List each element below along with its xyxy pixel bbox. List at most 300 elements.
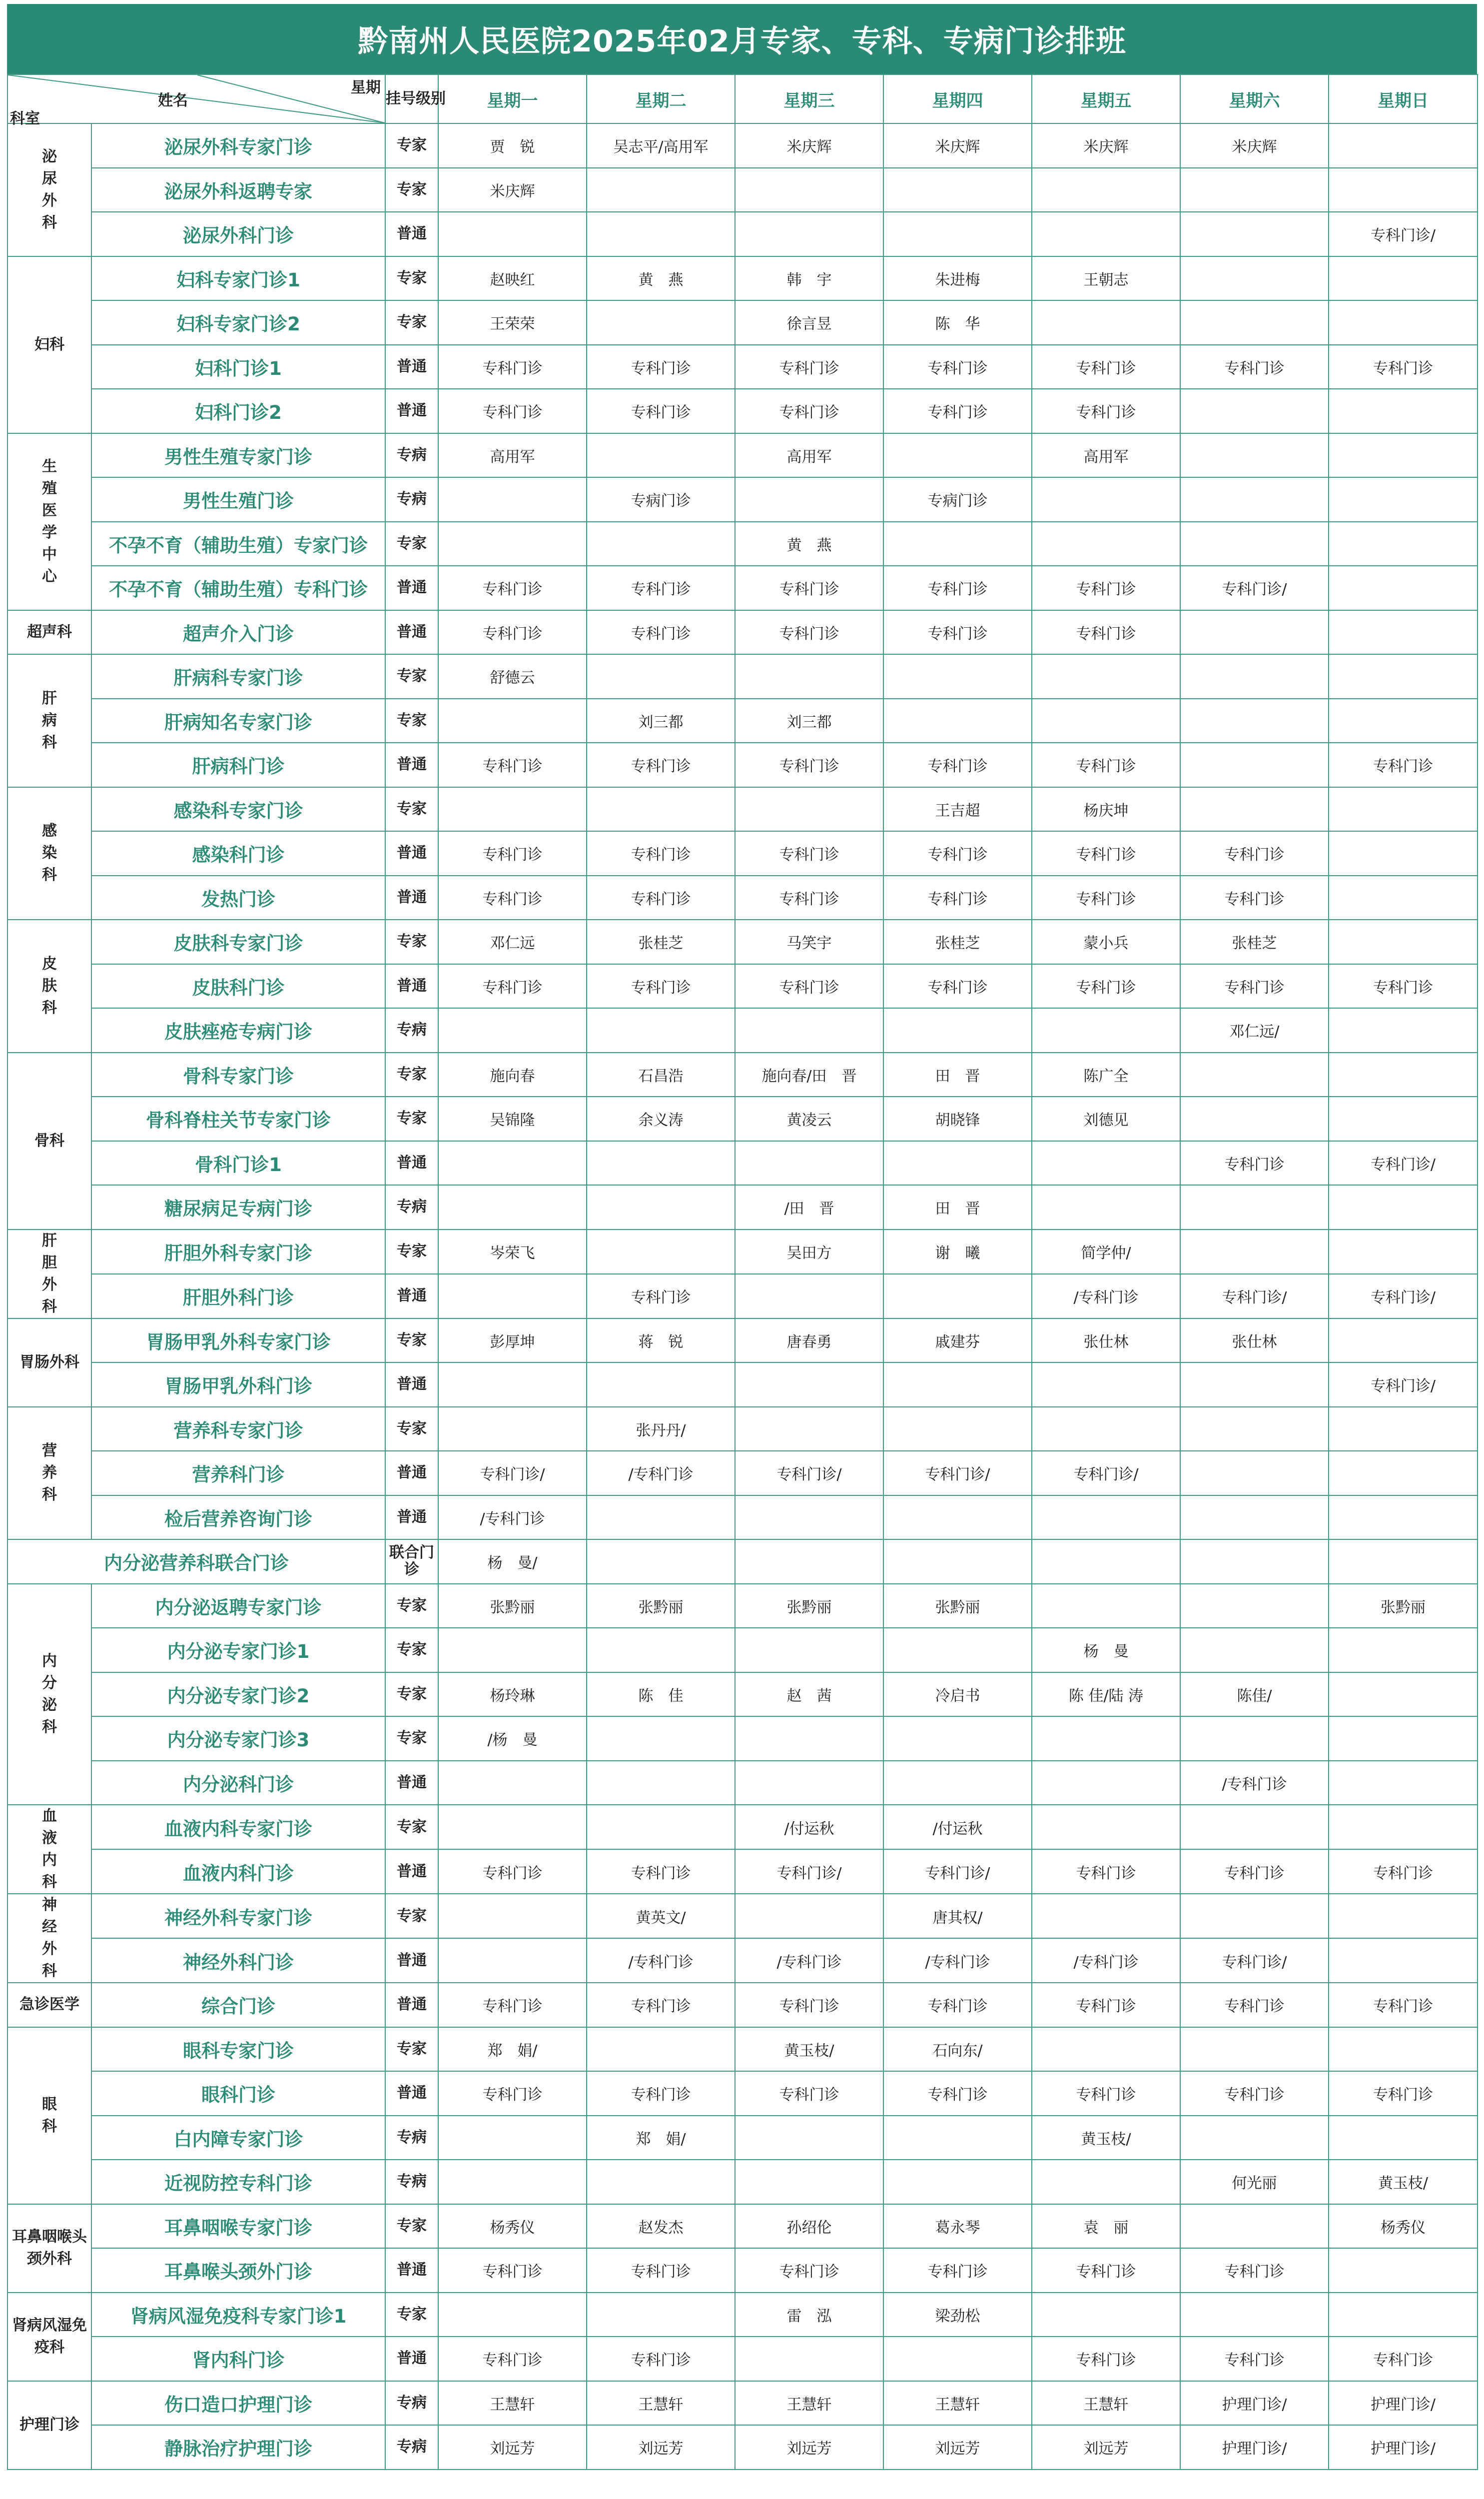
schedule-cell: 梁劲松	[883, 2293, 1032, 2337]
schedule-cell	[1329, 654, 1478, 699]
registration-level: 普通	[385, 566, 438, 610]
schedule-cell	[587, 212, 735, 256]
schedule-cell	[587, 2160, 735, 2204]
schedule-cell	[438, 1761, 587, 1805]
schedule-cell	[735, 1495, 883, 1540]
schedule-cell: 张黔丽	[438, 1584, 587, 1628]
clinic-name: 感染科专家门诊	[91, 787, 385, 832]
clinic-name: 男性生殖门诊	[91, 477, 385, 522]
schedule-cell: /田 晋	[735, 1185, 883, 1230]
schedule-cell: 专科门诊	[587, 1849, 735, 1894]
schedule-cell: 赵发杰	[587, 2204, 735, 2249]
schedule-cell: 高用军	[1032, 433, 1180, 478]
department-name: 皮肤科	[7, 920, 91, 1053]
schedule-cell	[438, 2116, 587, 2160]
department-name: 耳鼻咽喉头颈外科	[7, 2204, 91, 2293]
registration-level: 专家	[385, 654, 438, 699]
schedule-cell: 王慧轩	[1032, 2381, 1180, 2426]
schedule-cell: 黄英文/	[587, 1894, 735, 1938]
schedule-cell: /付运秋	[735, 1805, 883, 1849]
department-name: 泌尿外科	[7, 123, 91, 256]
registration-level: 专家	[385, 1584, 438, 1628]
schedule-cell: 专科门诊	[587, 876, 735, 920]
schedule-cell	[1180, 1053, 1329, 1097]
clinic-name: 皮肤科门诊	[91, 964, 385, 1009]
day-header-wed: 星期三	[735, 74, 883, 123]
schedule-cell: 专科门诊	[1329, 2071, 1478, 2116]
schedule-cell	[587, 787, 735, 832]
schedule-cell: 舒德云	[438, 654, 587, 699]
schedule-cell	[883, 699, 1032, 743]
schedule-row	[7, 2116, 1478, 2160]
schedule-row	[7, 1407, 1478, 1451]
schedule-cell	[1329, 1318, 1478, 1363]
registration-level: 联合门诊	[385, 1539, 438, 1584]
registration-level: 专家	[385, 1716, 438, 1761]
schedule-cell	[1180, 1495, 1329, 1540]
schedule-cell	[438, 522, 587, 566]
schedule-cell: 专科门诊	[438, 743, 587, 787]
registration-level: 普通	[385, 831, 438, 876]
schedule-cell: 专科门诊	[438, 610, 587, 655]
schedule-cell: 专科门诊	[587, 743, 735, 787]
schedule-cell: 专科门诊	[587, 2337, 735, 2381]
schedule-cell	[438, 1362, 587, 1407]
department-name: 肝胆外科	[7, 1230, 91, 1318]
schedule-cell: 专科门诊	[438, 2248, 587, 2293]
schedule-cell	[1032, 2293, 1180, 2337]
schedule-cell: 专科门诊	[883, 566, 1032, 610]
schedule-cell: 杨秀仪	[1329, 2204, 1478, 2249]
schedule-cell	[735, 787, 883, 832]
schedule-cell: 专科门诊	[1180, 1141, 1329, 1186]
schedule-cell: 石昌浩	[587, 1053, 735, 1097]
schedule-cell: 张桂芝	[883, 920, 1032, 964]
schedule-cell	[735, 168, 883, 212]
registration-level: 普通	[385, 876, 438, 920]
schedule-row	[7, 212, 1478, 256]
schedule-cell	[883, 1407, 1032, 1451]
schedule-cell	[1180, 1407, 1329, 1451]
schedule-cell	[883, 2160, 1032, 2204]
schedule-cell	[735, 477, 883, 522]
schedule-cell: 专科门诊	[438, 345, 587, 389]
schedule-cell: 专科门诊	[883, 876, 1032, 920]
schedule-cell: 黄 燕	[587, 256, 735, 301]
schedule-cell	[438, 1805, 587, 1849]
schedule-cell	[1032, 654, 1180, 699]
schedule-cell: 赵映红	[438, 256, 587, 301]
schedule-cell: /付运秋	[883, 1805, 1032, 1849]
schedule-cell	[1329, 522, 1478, 566]
schedule-cell: 专科门诊/	[1329, 1141, 1478, 1186]
schedule-cell: 米庆辉	[883, 123, 1032, 168]
schedule-row	[7, 1141, 1478, 1186]
schedule-cell: 王荣荣	[438, 300, 587, 345]
department-name: 内分泌科	[7, 1584, 91, 1805]
schedule-cell	[1180, 699, 1329, 743]
schedule-cell	[1032, 1716, 1180, 1761]
registration-level: 普通	[385, 1849, 438, 1894]
schedule-cell	[1032, 522, 1180, 566]
schedule-cell	[587, 1008, 735, 1053]
day-header-thu: 星期四	[883, 74, 1032, 123]
schedule-cell: 邓仁远/	[1180, 1008, 1329, 1053]
registration-level: 专家	[385, 256, 438, 301]
schedule-row	[7, 2337, 1478, 2381]
schedule-cell: 袁 丽	[1032, 2204, 1180, 2249]
registration-level: 专病	[385, 2116, 438, 2160]
clinic-name: 检后营养咨询门诊	[91, 1495, 385, 1540]
schedule-cell	[438, 1185, 587, 1230]
schedule-row	[7, 1716, 1478, 1761]
schedule-cell	[587, 1805, 735, 1849]
schedule-cell	[883, 1761, 1032, 1805]
schedule-cell	[883, 1716, 1032, 1761]
schedule-cell: 专科门诊	[883, 610, 1032, 655]
schedule-cell: 陈广全	[1032, 1053, 1180, 1097]
department-name: 营养科	[7, 1407, 91, 1540]
clinic-name: 皮肤痤疮专病门诊	[91, 1008, 385, 1053]
schedule-cell: 专科门诊/	[1180, 1274, 1329, 1318]
schedule-row	[7, 300, 1478, 345]
schedule-cell	[735, 1716, 883, 1761]
schedule-cell	[1329, 1230, 1478, 1274]
schedule-cell: 杨 曼/	[438, 1539, 587, 1584]
schedule-cell	[735, 2160, 883, 2204]
schedule-cell: 杨庆坤	[1032, 787, 1180, 832]
schedule-cell: 王慧轩	[735, 2381, 883, 2426]
registration-level: 专家	[385, 1672, 438, 1717]
department-name: 肾病风湿免疫科	[7, 2293, 91, 2381]
schedule-cell: 岑荣飞	[438, 1230, 587, 1274]
schedule-cell: 米庆辉	[1180, 123, 1329, 168]
schedule-cell	[1329, 787, 1478, 832]
schedule-cell	[1032, 1805, 1180, 1849]
schedule-cell: 王慧轩	[883, 2381, 1032, 2426]
schedule-cell	[1180, 256, 1329, 301]
registration-level: 专家	[385, 787, 438, 832]
clinic-name: 伤口造口护理门诊	[91, 2381, 385, 2426]
schedule-cell	[1032, 212, 1180, 256]
schedule-cell: 专科门诊/	[1329, 212, 1478, 256]
schedule-cell	[438, 1894, 587, 1938]
schedule-cell: 专科门诊	[438, 566, 587, 610]
schedule-cell	[735, 1407, 883, 1451]
schedule-cell	[1329, 566, 1478, 610]
registration-level: 专病	[385, 1008, 438, 1053]
schedule-cell: 蒋 锐	[587, 1318, 735, 1363]
schedule-cell: 护理门诊/	[1329, 2425, 1478, 2470]
schedule-cell	[1329, 1761, 1478, 1805]
schedule-cell	[1180, 2204, 1329, 2249]
schedule-cell	[1329, 1185, 1478, 1230]
schedule-cell: 朱进梅	[883, 256, 1032, 301]
schedule-cell	[438, 787, 587, 832]
schedule-cell	[438, 477, 587, 522]
schedule-cell: 专科门诊	[587, 2071, 735, 2116]
schedule-row	[7, 1894, 1478, 1938]
schedule-cell: 专科门诊	[735, 831, 883, 876]
clinic-name: 泌尿外科专家门诊	[91, 123, 385, 168]
schedule-cell	[587, 522, 735, 566]
schedule-row	[7, 699, 1478, 743]
schedule-cell	[1032, 1008, 1180, 1053]
clinic-name: 肾病风湿免疫科专家门诊1	[91, 2293, 385, 2337]
schedule-cell: 专科门诊	[1180, 1983, 1329, 2027]
clinic-name: 肝病知名专家门诊	[91, 699, 385, 743]
schedule-cell: 马笑宇	[735, 920, 883, 964]
schedule-cell: 专科门诊	[883, 2071, 1032, 2116]
schedule-cell: 陈佳/	[1180, 1672, 1329, 1717]
schedule-cell: 专科门诊/	[735, 1849, 883, 1894]
schedule-cell	[1180, 1894, 1329, 1938]
schedule-cell	[1032, 1539, 1180, 1584]
schedule-cell: 专科门诊	[1032, 610, 1180, 655]
schedule-cell: 专科门诊	[1329, 1849, 1478, 1894]
registration-level: 普通	[385, 345, 438, 389]
schedule-cell: 简学仲/	[1032, 1230, 1180, 1274]
schedule-cell: 专科门诊	[735, 876, 883, 920]
schedule-cell: 专科门诊	[1032, 876, 1180, 920]
registration-level: 普通	[385, 964, 438, 1009]
schedule-row	[7, 1849, 1478, 1894]
schedule-cell: 邓仁远	[438, 920, 587, 964]
schedule-cell: 黄玉枝/	[735, 2027, 883, 2072]
registration-level: 专家	[385, 2293, 438, 2337]
schedule-cell	[735, 1141, 883, 1186]
schedule-cell: 专科门诊/	[883, 1451, 1032, 1495]
registration-level: 专家	[385, 1318, 438, 1363]
schedule-cell: 杨秀仪	[438, 2204, 587, 2249]
schedule-cell: 黄玉枝/	[1032, 2116, 1180, 2160]
department-name: 感染科	[7, 787, 91, 920]
schedule-cell	[1329, 256, 1478, 301]
schedule-cell: 吴田方	[735, 1230, 883, 1274]
schedule-cell: 高用军	[438, 433, 587, 478]
schedule-cell: 专科门诊	[438, 2071, 587, 2116]
schedule-cell: 专科门诊	[1032, 2071, 1180, 2116]
registration-level: 普通	[385, 212, 438, 256]
schedule-cell	[883, 522, 1032, 566]
schedule-cell	[1032, 1894, 1180, 1938]
schedule-cell: 专科门诊	[587, 1274, 735, 1318]
schedule-cell: 彭厚坤	[438, 1318, 587, 1363]
schedule-cell: 专科门诊	[735, 743, 883, 787]
registration-level: 普通	[385, 743, 438, 787]
schedule-cell: 余义涛	[587, 1097, 735, 1141]
schedule-row	[7, 743, 1478, 787]
schedule-row	[7, 2071, 1478, 2116]
schedule-cell	[883, 654, 1032, 699]
schedule-row	[7, 1938, 1478, 1983]
schedule-cell: 米庆辉	[438, 168, 587, 212]
clinic-name: 肾内科门诊	[91, 2337, 385, 2381]
schedule-cell: 张桂芝	[1180, 920, 1329, 964]
clinic-name: 神经外科门诊	[91, 1938, 385, 1983]
schedule-cell	[883, 168, 1032, 212]
schedule-cell	[735, 654, 883, 699]
clinic-name: 妇科专家门诊2	[91, 300, 385, 345]
department-name: 血液内科	[7, 1805, 91, 1894]
clinic-name: 营养科专家门诊	[91, 1407, 385, 1451]
schedule-cell: 田 晋	[883, 1185, 1032, 1230]
schedule-cell	[1329, 433, 1478, 478]
schedule-cell: /专科门诊	[1032, 1274, 1180, 1318]
schedule-cell	[438, 1008, 587, 1053]
schedule-body	[7, 123, 1478, 2470]
schedule-row	[7, 345, 1478, 389]
schedule-cell: 专科门诊	[1032, 964, 1180, 1009]
registration-level: 专家	[385, 522, 438, 566]
clinic-name: 不孕不育（辅助生殖）专科门诊	[91, 566, 385, 610]
schedule-row	[7, 2204, 1478, 2249]
schedule-cell: 张仕林	[1032, 1318, 1180, 1363]
schedule-row	[7, 1628, 1478, 1672]
schedule-row	[7, 1539, 1478, 1584]
day-header-sat: 星期六	[1180, 74, 1329, 123]
schedule-cell: 专科门诊	[883, 345, 1032, 389]
schedule-row	[7, 920, 1478, 964]
schedule-cell: 专科门诊/	[883, 1849, 1032, 1894]
schedule-cell: 黄凌云	[735, 1097, 883, 1141]
schedule-row	[7, 256, 1478, 301]
schedule-cell: 专科门诊	[587, 345, 735, 389]
schedule-row	[7, 1451, 1478, 1495]
schedule-cell: 专科门诊	[883, 743, 1032, 787]
schedule-cell	[1180, 1097, 1329, 1141]
registration-level: 专家	[385, 1097, 438, 1141]
schedule-row	[7, 2425, 1478, 2470]
schedule-cell	[1329, 699, 1478, 743]
schedule-row	[7, 522, 1478, 566]
schedule-cell: 唐其权/	[883, 1894, 1032, 1938]
schedule-cell: 专科门诊/	[735, 1451, 883, 1495]
schedule-cell	[735, 2116, 883, 2160]
schedule-cell: 赵 茜	[735, 1672, 883, 1717]
clinic-name: 眼科专家门诊	[91, 2027, 385, 2072]
schedule-cell: 刘远芳	[1032, 2425, 1180, 2470]
schedule-cell: 孙绍伦	[735, 2204, 883, 2249]
schedule-cell: 专科门诊/	[438, 1451, 587, 1495]
schedule-cell: 专科门诊	[1180, 831, 1329, 876]
schedule-cell	[587, 300, 735, 345]
header-corner	[7, 74, 385, 127]
schedule-cell	[1180, 1230, 1329, 1274]
schedule-cell	[587, 1539, 735, 1584]
schedule-cell: 专病门诊	[883, 477, 1032, 522]
schedule-cell	[883, 1274, 1032, 1318]
schedule-cell: 米庆辉	[1032, 123, 1180, 168]
schedule-cell: 专科门诊	[883, 2248, 1032, 2293]
schedule-cell	[1032, 1407, 1180, 1451]
clinic-name: 白内障专家门诊	[91, 2116, 385, 2160]
schedule-cell	[735, 1761, 883, 1805]
schedule-cell: 专科门诊	[438, 2337, 587, 2381]
schedule-cell: 专科门诊	[1180, 964, 1329, 1009]
schedule-cell	[1329, 1407, 1478, 1451]
clinic-name: 妇科专家门诊1	[91, 256, 385, 301]
schedule-row	[7, 433, 1478, 478]
schedule-cell: /专科门诊	[1032, 1938, 1180, 1983]
corner-name-label: 姓名	[158, 92, 188, 109]
schedule-cell	[1329, 168, 1478, 212]
schedule-cell: 专科门诊	[735, 566, 883, 610]
schedule-cell: 专科门诊	[1180, 1849, 1329, 1894]
schedule-cell	[1032, 168, 1180, 212]
schedule-row	[7, 2293, 1478, 2337]
registration-level: 普通	[385, 2337, 438, 2381]
schedule-row	[7, 168, 1478, 212]
clinic-name: 糖尿病足专病门诊	[91, 1185, 385, 1230]
schedule-cell: 米庆辉	[735, 123, 883, 168]
schedule-cell	[1180, 477, 1329, 522]
schedule-cell: 护理门诊/	[1329, 2381, 1478, 2426]
registration-level: 普通	[385, 1274, 438, 1318]
schedule-cell: 专科门诊	[587, 389, 735, 433]
schedule-cell: 专科门诊/	[1180, 566, 1329, 610]
schedule-cell	[1329, 1938, 1478, 1983]
schedule-cell	[438, 1628, 587, 1672]
schedule-cell: 陈 佳/陆 涛	[1032, 1672, 1180, 1717]
registration-level: 普通	[385, 1983, 438, 2027]
schedule-cell: 专科门诊	[1329, 2337, 1478, 2381]
schedule-cell: 专科门诊	[1032, 743, 1180, 787]
registration-level: 专病	[385, 477, 438, 522]
schedule-cell	[883, 1141, 1032, 1186]
corner-diagonal-lines	[8, 75, 385, 123]
schedule-table	[7, 74, 1478, 2470]
schedule-cell	[1329, 2116, 1478, 2160]
schedule-cell	[587, 433, 735, 478]
schedule-cell: 专科门诊	[735, 1983, 883, 2027]
schedule-cell	[883, 433, 1032, 478]
clinic-name: 神经外科专家门诊	[91, 1894, 385, 1938]
schedule-cell	[438, 212, 587, 256]
schedule-cell	[1329, 1008, 1478, 1053]
clinic-name: 骨科专家门诊	[91, 1053, 385, 1097]
schedule-row	[7, 1672, 1478, 1717]
registration-level: 专病	[385, 2381, 438, 2426]
clinic-name: 耳鼻咽喉专家门诊	[91, 2204, 385, 2249]
schedule-cell: 专科门诊	[735, 2071, 883, 2116]
schedule-cell: 专科门诊	[883, 964, 1032, 1009]
schedule-cell: 郑 娟/	[587, 2116, 735, 2160]
schedule-cell: 专科门诊/	[1329, 1362, 1478, 1407]
schedule-cell: 施向春/田 晋	[735, 1053, 883, 1097]
schedule-row	[7, 1983, 1478, 2027]
schedule-cell	[1329, 477, 1478, 522]
schedule-cell	[1180, 1451, 1329, 1495]
schedule-cell: 雷 泓	[735, 2293, 883, 2337]
schedule-cell	[1032, 300, 1180, 345]
schedule-row	[7, 876, 1478, 920]
schedule-cell	[1180, 2116, 1329, 2160]
schedule-cell	[1329, 2293, 1478, 2337]
schedule-row	[7, 1362, 1478, 1407]
registration-level: 普通	[385, 389, 438, 433]
schedule-cell	[1180, 1584, 1329, 1628]
schedule-cell: 专科门诊	[438, 831, 587, 876]
schedule-cell	[1180, 654, 1329, 699]
schedule-cell	[1032, 1141, 1180, 1186]
clinic-name: 内分泌专家门诊1	[91, 1628, 385, 1672]
schedule-cell	[883, 1628, 1032, 1672]
clinic-name: 肝病科门诊	[91, 743, 385, 787]
registration-level: 专家	[385, 168, 438, 212]
schedule-cell	[1032, 477, 1180, 522]
schedule-cell	[735, 1008, 883, 1053]
